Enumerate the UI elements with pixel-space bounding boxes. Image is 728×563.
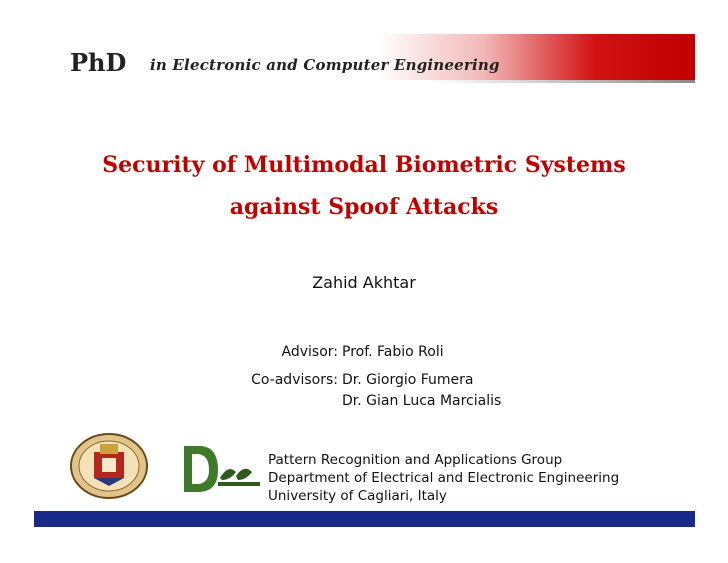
coadvisor-2: Dr. Gian Luca Marcialis	[342, 393, 502, 409]
program-label: in Electronic and Computer Engineering	[150, 56, 500, 74]
advisor-name: Prof. Fabio Roli	[342, 344, 444, 360]
affiliation-group: Pattern Recognition and Applications Group	[268, 452, 563, 468]
title-line-2: against Spoof Attacks	[229, 194, 499, 220]
coadvisor-1: Dr. Giorgio Fumera	[342, 372, 474, 388]
university-seal-icon	[64, 432, 154, 500]
author-name: Zahid Akhtar	[312, 273, 416, 292]
title-line-1: Security of Multimodal Biometric Systems	[102, 152, 626, 178]
affiliation-university: University of Cagliari, Italy	[268, 488, 447, 504]
affiliation-department: Department of Electrical and Electronic Engineering	[268, 470, 620, 486]
footer-band	[34, 511, 695, 527]
coadvisors-label: Co-advisors:	[251, 372, 338, 388]
diee-logo-icon	[178, 438, 263, 498]
header-band-shadow	[34, 80, 695, 83]
phd-label: PhD	[70, 48, 127, 77]
advisor-label: Advisor:	[281, 344, 338, 360]
